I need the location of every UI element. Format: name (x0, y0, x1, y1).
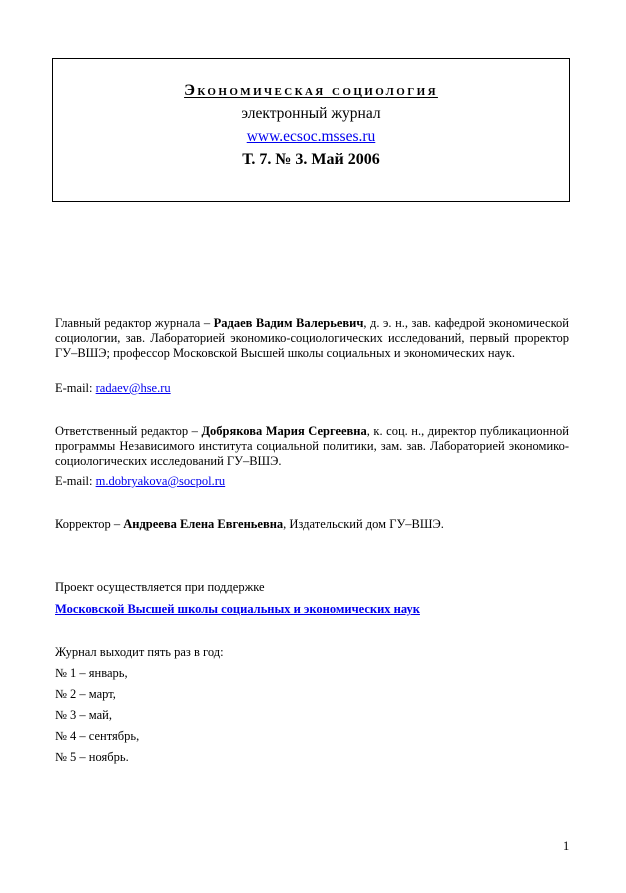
journal-header-box (52, 58, 570, 202)
corrector-line (55, 517, 444, 532)
schedule-issue-3: № 3 – май, (55, 708, 112, 722)
chief-editor-paragraph (55, 316, 569, 362)
chief-editor-email-link[interactable]: radaev@hse.ru (95, 381, 171, 395)
schedule-issue-2: № 2 – март, (55, 687, 116, 701)
chief-editor-prefix: Главный редактор журнала – (55, 316, 214, 330)
journal-issue: Т. 7. № 3. Май 2006 (242, 151, 380, 168)
schedule-issue-4: № 4 – сентябрь, (55, 729, 140, 743)
support-link-line (55, 602, 420, 617)
journal-title: Экономическая социология (184, 82, 438, 99)
chief-editor-email-line (55, 381, 171, 396)
executive-editor-description: , к. соц. н., директор публикационной программы Независимого института социальной политики, зам. зав. Лабораторией экономико-социологических исследований ГУ–ВШЭ. (55, 424, 569, 469)
executive-editor-prefix: Ответственный редактор – (55, 424, 202, 438)
journal-subtitle: электронный журнал (241, 105, 381, 122)
schedule-intro: Журнал выходит пять раз в год: (55, 645, 224, 659)
chief-editor-description: , д. э. н., зав. кафедрой экономической социологии, зав. Лабораторией экономико-социологических исследований, первый проректор ГУ–ВШЭ; профессор Московской Высшей школы социальных и экономических наук. (55, 316, 569, 361)
chief-editor-name: Радаев Вадим Валерьевич (213, 316, 364, 330)
support-link[interactable]: Московской Высшей школы социальных и экономических наук (55, 602, 420, 616)
corrector-prefix: Корректор – (55, 517, 124, 531)
executive-editor-email-link[interactable]: m.dobryakova@socpol.ru (95, 474, 226, 488)
corrector-description: , Издательский дом ГУ–ВШЭ. (283, 517, 444, 531)
chief-editor-email-label: E-mail: (55, 381, 96, 395)
support-text: Проект осуществляется при поддержке (55, 580, 265, 594)
executive-editor-name: Добрякова Мария Сергеевна (201, 424, 367, 438)
executive-editor-email-line (55, 474, 225, 489)
schedule-issue-1: № 1 – январь, (55, 666, 128, 680)
executive-editor-email-label: E-mail: (55, 474, 96, 488)
schedule-issue-5: № 5 – ноябрь. (55, 750, 129, 764)
corrector-name: Андреева Елена Евгеньевна (123, 517, 284, 531)
journal-url-link[interactable]: www.ecsoc.msses.ru (246, 128, 376, 145)
executive-editor-paragraph (55, 424, 569, 470)
page-number: 1 (563, 839, 570, 853)
